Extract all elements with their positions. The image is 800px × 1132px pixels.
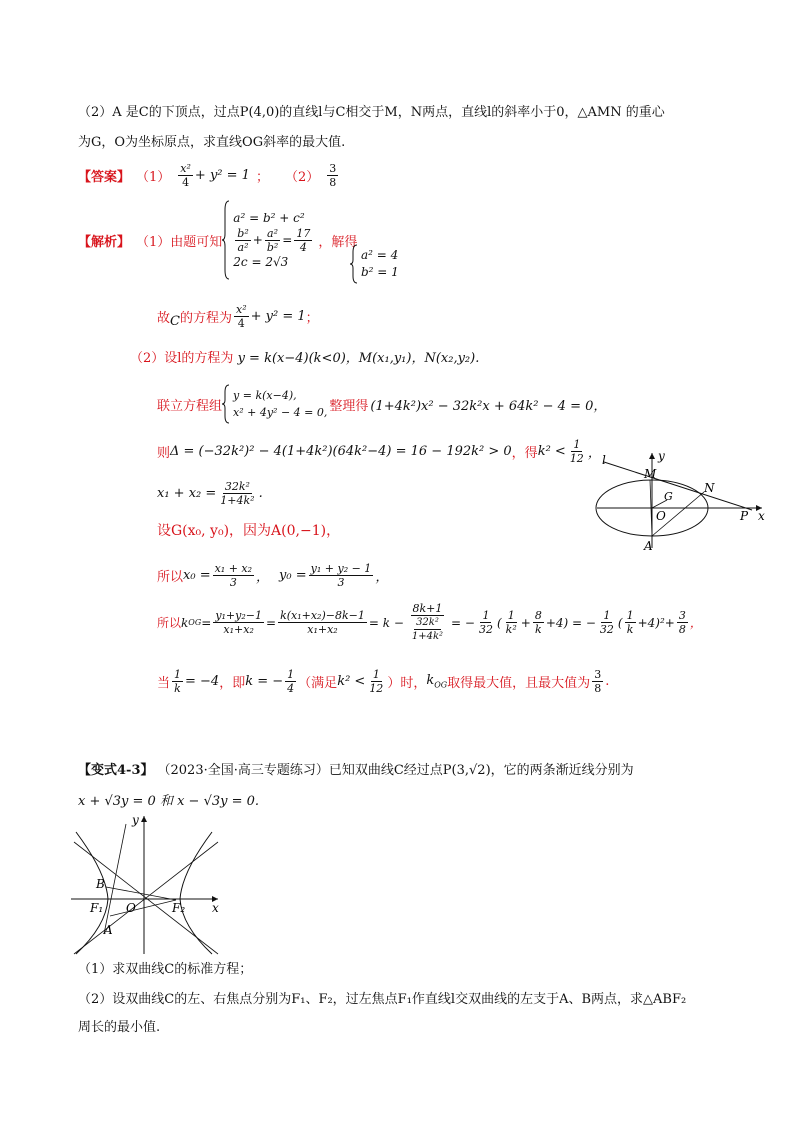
sum-line: x₁ + x₂ = $\frac{\text{32k²}}{\text{1+4k²}}$ .	[157, 480, 263, 507]
variant-label: 【变式4-3】	[78, 763, 154, 778]
answer-part1-expr: $\frac{\text{x²}}{4}$ + y² = 1	[180, 162, 250, 189]
solution1-row2: b² = 1	[361, 265, 399, 279]
analysis-label: 【解析】	[78, 234, 131, 250]
system1-row1: a² = b² + c²	[233, 210, 305, 225]
answer-part2-value: $\frac{3}{8}$	[329, 162, 337, 189]
fig2-y-label: y	[132, 813, 139, 827]
fig1-A-label: A	[644, 539, 653, 553]
fig1-N-label: N	[704, 481, 715, 495]
fig1-O-label: O	[656, 509, 666, 523]
fig1-l-label: l	[602, 453, 606, 467]
system-of-equations-2: y = k(x−4), x² + 4y² − 4 = 0,	[222, 384, 327, 424]
x0-y0-line: 所以 x₀ = $\frac{\text{x₁ + x₂}}{3}$ ， y₀ = $\frac{\text{y₁ + y₂ − 1}}{3}$ ，	[157, 562, 389, 589]
variant-text: 已知双曲线C经过点P(3,√2)，它的两条渐近线分别为	[328, 763, 634, 778]
answer-part2: （2）	[284, 170, 320, 185]
left-brace-icon	[222, 384, 230, 424]
variant-question-1: （1）求双曲线C的标准方程；	[78, 962, 253, 977]
fig1-y-label: y	[658, 449, 665, 463]
left-brace-icon	[222, 200, 230, 280]
system1-row2: $\frac{\text{b²}}{\text{a²}}$ + $\frac{\text{a²}}{\text{b²}}$ = $\frac{17}{4}$	[237, 226, 311, 254]
question-line-1	[78, 101, 665, 120]
answer-label: 【答案】	[78, 170, 131, 185]
system1-row3: 2c = 2√3	[233, 254, 289, 269]
analysis-step1-intro: （1）由题可知	[136, 234, 223, 250]
set-g-line: 设G(x₀, y₀)，因为A(0,−1)，	[157, 523, 341, 539]
fig2-F2-label: F₂	[172, 901, 186, 915]
step2-line: （2）设l的方程为 y = k(x−4)(k<0)，M(x₁,y₁)，N(x₂,y₂).	[130, 351, 480, 366]
conclusion-1: 故 C 的方程为 $\frac{\text{x²}}{4}$ + y² = 1 ；	[157, 303, 319, 330]
fig2-x-label: x	[212, 901, 219, 915]
variant-question-2: （2）设双曲线C的左、右焦点分别为F₁、F₂，过左焦点F₁作直线l交双曲线的左支于A、B两点，求△ABF₂	[78, 992, 687, 1007]
fig1-P-label: P	[740, 509, 749, 523]
solution-system-1	[350, 244, 399, 284]
solution1-row1: a² = 4	[361, 248, 399, 262]
fig1-x-label: x	[758, 509, 765, 523]
ellipse-figure	[592, 448, 772, 558]
fig2-O-label: O	[126, 901, 136, 915]
variant-source: （2023·全国·高三专题练习）	[157, 763, 329, 778]
analysis-step1	[78, 200, 357, 280]
left-brace-icon	[350, 244, 358, 284]
question-line-2	[78, 131, 345, 150]
delta-line: 则 Δ = (−32k²)² − 4(1+4k²)(64k²−4) = 16 − 192k² > 0 ，得 k² < $\frac{1}{12}$ ，	[157, 438, 601, 465]
system-of-equations-1	[222, 200, 314, 280]
hyperbola-figure	[66, 812, 226, 957]
question-text: 为G，O为坐标原点，求直线OG斜率的最大值.	[78, 135, 346, 150]
variant-line-2: x + √3y = 0 和 x − √3y = 0.	[78, 794, 260, 809]
fig2-F1-label: F₁	[90, 901, 104, 915]
variant-question-2-cont: 周长的最小值.	[78, 1020, 161, 1035]
answer-part1: （1）	[136, 170, 171, 185]
kog-line: 所以 k OG = $\frac{\text{y₁+y₂−1}}{\text{x₁+x₂}}$ = $\frac{\text{k(x₁+x₂)−8k−1}}{\text{x₁+x₂}}$ = k − $\frac{8k+1}{\frac{\text{32k²}}{\text{1+4k²}}}$ = − $\frac{1}{32}$ ( $\frac{1}{\text{k²}}$ + $\frac{8}{k}$ +4) = − $\frac{1}{32}$ ( $\frac{1}{k}$ +4)²+ $\frac{3}{8}$ ，	[157, 602, 702, 642]
fig1-G-label: G	[664, 490, 673, 503]
fig2-A-label: A	[104, 923, 113, 937]
fig2-B-label: B	[96, 877, 105, 891]
question-text: （2）A 是C的下顶点，过点P(4,0)的直线l与C相交于M，N两点，直线l的斜率小于0，△AMN 的重心	[78, 105, 665, 120]
variant-line-1	[78, 759, 634, 778]
combine-line: 联立方程组 y = k(x−4), x² + 4y² − 4 = 0, 整理得 (1+4k²)x² − 32k²x + 64k² − 4 = 0，	[157, 384, 606, 424]
solve-word: ，解得	[318, 234, 358, 250]
fig1-M-label: M	[644, 467, 657, 481]
answer-line: 【答案】 （1） $\frac{\text{x²}}{4}$ + y² = 1 ； （2） $\frac{3}{8}$	[78, 162, 337, 189]
final-line: 当 $\frac{1}{k}$ = −4 ，即 k = − $\frac{1}{4}$ （满足 k² < $\frac{1}{12}$ ）时， $k_{OG}$ 取得最大值，且最大值为 $\frac{3}{8}$ .	[157, 668, 610, 695]
